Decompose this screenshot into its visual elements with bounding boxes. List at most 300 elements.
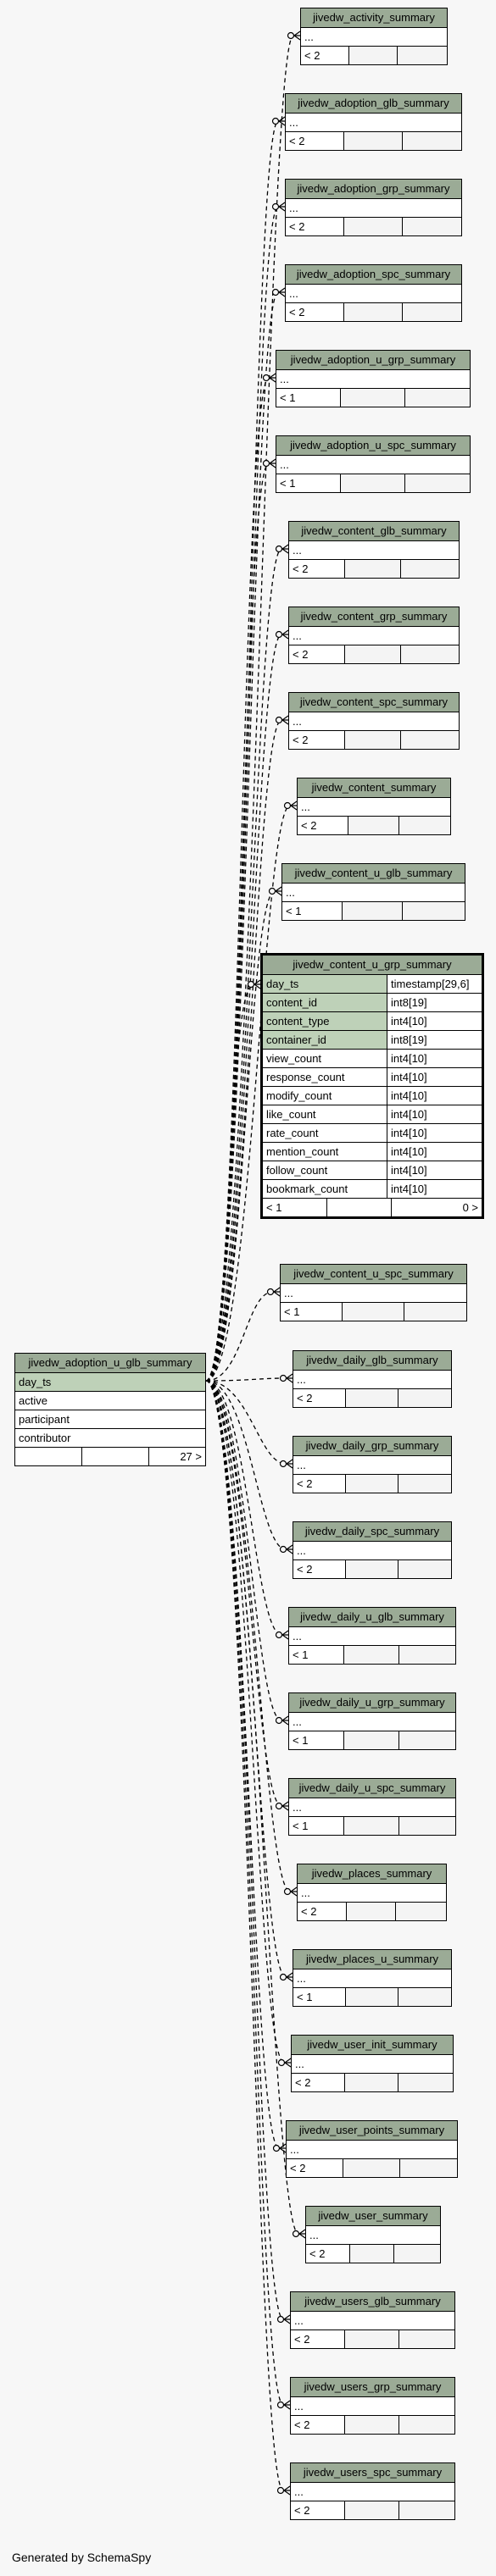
column-row <box>15 1392 205 1410</box>
column-type: int4[10] <box>387 1012 482 1030</box>
footer-cell <box>404 389 470 407</box>
table-header[interactable]: jivedw_users_spc_summary <box>291 2463 454 2483</box>
footer-cell <box>398 2416 454 2434</box>
zero-cardinality-marker <box>285 1889 291 1895</box>
column-row <box>263 1050 482 1068</box>
footer-cell <box>345 1475 398 1493</box>
table-header[interactable]: jivedw_places_u_summary <box>293 1950 451 1969</box>
footer-cell-parents[interactable]: < 2 <box>309 2247 326 2260</box>
column-row <box>289 712 459 731</box>
footer-cell <box>343 1817 398 1835</box>
elided-columns: ... <box>293 544 302 557</box>
elided-columns: ... <box>294 2314 304 2327</box>
footer-cell-parents[interactable]: < 2 <box>289 135 305 147</box>
elided-columns: ... <box>293 715 302 728</box>
column-row <box>276 370 470 389</box>
zero-cardinality-marker <box>279 2060 285 2066</box>
table-jivedw-places-u-summary[interactable] <box>293 1949 452 2007</box>
table-jivedw-content-u-spc-summary[interactable] <box>280 1264 467 1321</box>
table-jivedw-daily-u-spc-summary[interactable] <box>288 1778 456 1836</box>
zero-cardinality-marker <box>276 1718 282 1724</box>
column-row <box>287 2141 457 2159</box>
table-jivedw-places-summary[interactable] <box>297 1864 447 1921</box>
table-footer <box>286 303 461 321</box>
table-footer <box>292 2074 453 2091</box>
many-cardinality-marker <box>282 1716 288 1725</box>
many-cardinality-marker <box>282 716 288 724</box>
table-footer <box>293 1389 451 1407</box>
table-footer <box>289 731 459 749</box>
relationship-edge <box>206 1381 286 1977</box>
column-row <box>291 2397 454 2416</box>
table-jivedw-daily-u-glb-summary[interactable] <box>288 1607 456 1665</box>
footer-cell <box>400 731 459 749</box>
elided-columns: ... <box>297 1544 306 1557</box>
footer-cell-parents[interactable]: < 2 <box>290 2162 306 2174</box>
elided-columns: ... <box>284 1287 293 1299</box>
many-cardinality-marker <box>282 1802 288 1810</box>
column-row <box>263 1031 482 1050</box>
table-header[interactable]: jivedw_user_summary <box>306 2207 440 2226</box>
footer-cell <box>15 1448 81 1465</box>
column-name: mention_count <box>266 1145 339 1158</box>
footer-cell <box>343 1646 398 1664</box>
table-footer <box>293 1475 451 1493</box>
many-cardinality-marker <box>287 1545 293 1554</box>
table-footer <box>289 1731 455 1749</box>
elided-columns: ... <box>280 458 289 471</box>
zero-cardinality-marker <box>273 290 279 296</box>
footer-cell <box>343 132 402 150</box>
footer-cell <box>342 902 402 920</box>
generated-by-label: Generated by SchemaSpy <box>12 2551 152 2564</box>
footer-cell <box>400 645 459 663</box>
table-footer <box>301 47 447 64</box>
table-jivedw-user-points-summary[interactable] <box>286 2120 458 2178</box>
table-jivedw-users-grp-summary[interactable] <box>290 2377 455 2435</box>
table-footer <box>282 902 465 920</box>
zero-cardinality-marker <box>281 1376 287 1382</box>
table-footer <box>293 1560 451 1578</box>
table-header[interactable]: jivedw_adoption_u_grp_summary <box>276 351 470 370</box>
footer-cell <box>399 2159 457 2177</box>
table-header[interactable]: jivedw_content_u_grp_summary <box>263 956 482 975</box>
elided-columns: ... <box>289 287 298 300</box>
table-header[interactable]: jivedw_adoption_grp_summary <box>286 180 461 199</box>
table-jivedw-content-u-grp-summary[interactable] <box>260 953 484 1219</box>
column-name: response_count <box>266 1071 345 1083</box>
footer-cell <box>326 1199 391 1216</box>
zero-cardinality-marker <box>248 982 254 988</box>
column-name: container_id <box>263 1031 387 1049</box>
table-jivedw-adoption-grp-summary[interactable] <box>285 179 462 236</box>
table-jivedw-adoption-u-glb-summary[interactable] <box>14 1353 206 1466</box>
elided-columns: ... <box>293 629 302 642</box>
zero-cardinality-marker <box>276 717 282 723</box>
table-jivedw-daily-spc-summary[interactable] <box>293 1521 452 1579</box>
footer-cell <box>398 2330 454 2348</box>
footer-cell-parents[interactable]: < 1 <box>293 1734 309 1747</box>
table-footer <box>281 1303 466 1321</box>
column-row <box>289 1798 455 1817</box>
many-cardinality-marker <box>284 2315 290 2324</box>
elided-columns: ... <box>295 2058 304 2070</box>
column-row <box>263 1087 482 1105</box>
zero-cardinality-marker <box>274 2146 280 2152</box>
footer-cell <box>397 47 447 64</box>
table-header[interactable]: jivedw_adoption_spc_summary <box>286 265 461 285</box>
table-header[interactable]: jivedw_user_init_summary <box>292 2036 453 2055</box>
relationship-edge <box>206 984 254 1381</box>
footer-cell <box>398 2501 454 2519</box>
many-cardinality-marker <box>287 1973 293 1981</box>
many-cardinality-marker <box>284 2401 290 2409</box>
table-jivedw-content-summary[interactable] <box>297 778 451 835</box>
footer-cell <box>404 1303 466 1321</box>
column-row <box>263 975 482 994</box>
footer-cell <box>345 1389 398 1407</box>
column-type: int4[10] <box>387 1105 482 1123</box>
relationship-edge <box>206 463 269 1381</box>
footer-cell <box>404 474 470 492</box>
table-header[interactable]: jivedw_content_u_spc_summary <box>281 1265 466 1284</box>
zero-cardinality-marker <box>276 1632 282 1638</box>
elided-columns: ... <box>289 202 298 214</box>
table-header[interactable]: jivedw_content_summary <box>298 778 450 798</box>
relationship-edge <box>206 1381 281 1635</box>
footer-cell <box>398 1475 451 1493</box>
table-footer <box>291 2416 454 2434</box>
footer-cell-parents[interactable]: < 1 <box>280 391 296 404</box>
column-row <box>298 798 450 817</box>
elided-columns: ... <box>286 886 295 899</box>
footer-cell <box>402 303 461 321</box>
table-jivedw-users-spc-summary[interactable] <box>290 2462 455 2520</box>
table-header[interactable]: jivedw_daily_spc_summary <box>293 1522 451 1542</box>
footer-cell <box>398 817 450 834</box>
footer-cell <box>344 2416 398 2434</box>
column-row <box>286 114 461 132</box>
table-footer <box>289 1817 455 1835</box>
table-jivedw-adoption-u-spc-summary[interactable] <box>276 435 471 493</box>
footer-cell <box>398 2074 453 2091</box>
footer-cell-parents[interactable]: < 1 <box>297 1991 313 2003</box>
footer-cell-parents[interactable]: < 1 <box>266 1201 282 1214</box>
table-header[interactable]: jivedw_places_summary <box>298 1864 446 1884</box>
column-row <box>293 1371 451 1389</box>
footer-cell <box>348 47 397 64</box>
footer-cell-parents[interactable]: < 2 <box>297 1392 313 1404</box>
footer-cell <box>402 218 461 235</box>
column-row <box>276 456 470 474</box>
zero-cardinality-marker <box>278 2402 284 2408</box>
table-header[interactable]: jivedw_daily_u_grp_summary <box>289 1693 455 1713</box>
footer-cell <box>340 389 404 407</box>
column-name: day_ts <box>15 1373 205 1391</box>
table-header[interactable]: jivedw_daily_glb_summary <box>293 1351 451 1371</box>
column-row <box>15 1410 205 1429</box>
column-row <box>263 1124 482 1143</box>
column-row <box>282 884 465 902</box>
footer-cell <box>343 218 402 235</box>
column-type: int8[19] <box>387 994 482 1011</box>
zero-cardinality-marker <box>268 1289 274 1295</box>
footer-cell <box>340 474 404 492</box>
footer-cell <box>398 1560 451 1578</box>
zero-cardinality-marker <box>281 1461 287 1467</box>
column-type: int4[10] <box>387 1143 482 1161</box>
table-footer <box>286 132 461 150</box>
footer-cell <box>398 1646 455 1664</box>
footer-cell <box>343 2159 399 2177</box>
many-cardinality-marker <box>282 1631 288 1639</box>
table-footer <box>291 2330 454 2348</box>
many-cardinality-marker <box>270 374 276 382</box>
footer-cell <box>344 2074 398 2091</box>
column-type: int4[10] <box>387 1068 482 1086</box>
footer-cell-parents[interactable]: < 2 <box>294 2333 310 2346</box>
column-name: content_type <box>263 1012 387 1030</box>
column-row <box>293 1969 451 1988</box>
many-cardinality-marker <box>291 1887 297 1896</box>
table-header[interactable]: jivedw_content_grp_summary <box>289 607 459 627</box>
column-row <box>292 2055 453 2074</box>
column-row <box>263 1012 482 1031</box>
table-header[interactable]: jivedw_content_u_glb_summary <box>282 864 465 884</box>
column-row <box>306 2226 440 2245</box>
table-header[interactable]: jivedw_content_spc_summary <box>289 693 459 712</box>
footer-cell <box>395 1903 446 1920</box>
footer-cell <box>344 560 400 578</box>
table-footer <box>298 1903 446 1920</box>
table-header[interactable]: jivedw_content_glb_summary <box>289 522 459 541</box>
table-jivedw-activity-summary[interactable] <box>300 8 448 65</box>
table-header[interactable]: jivedw_activity_summary <box>301 8 447 28</box>
table-jivedw-users-glb-summary[interactable] <box>290 2291 455 2349</box>
table-jivedw-content-grp-summary[interactable] <box>288 607 460 664</box>
relationship-edge <box>206 378 269 1381</box>
table-jivedw-daily-grp-summary[interactable] <box>293 1436 452 1493</box>
elided-columns: ... <box>297 1972 306 1985</box>
footer-cell-parents[interactable]: < 1 <box>286 905 302 917</box>
many-cardinality-marker <box>270 459 276 468</box>
footer-cell-parents[interactable]: < 2 <box>293 648 309 661</box>
column-type: int4[10] <box>387 1124 482 1142</box>
footer-cell <box>402 132 461 150</box>
column-row <box>289 541 459 560</box>
footer-cell-parents[interactable]: < 2 <box>295 2076 311 2089</box>
column-name: view_count <box>266 1052 322 1065</box>
footer-cell-parents[interactable]: < 2 <box>294 2418 310 2431</box>
footer-cell-parents[interactable]: < 2 <box>289 220 305 233</box>
table-jivedw-adoption-u-grp-summary[interactable] <box>276 350 471 407</box>
elided-columns: ... <box>297 1459 306 1471</box>
table-footer <box>289 560 459 578</box>
footer-cell <box>344 645 400 663</box>
column-name: participant <box>19 1413 70 1426</box>
footer-cell-children[interactable]: 27 > <box>148 1448 205 1465</box>
column-type: int4[10] <box>387 1161 482 1179</box>
footer-cell-parents[interactable]: < 2 <box>293 562 309 575</box>
table-footer <box>286 218 461 235</box>
footer-cell-parents[interactable]: < 2 <box>293 734 309 746</box>
column-row <box>286 285 461 303</box>
column-row <box>289 1713 455 1731</box>
table-footer <box>306 2245 440 2263</box>
footer-cell-parents[interactable]: < 1 <box>293 1820 309 1832</box>
footer-cell <box>349 2245 393 2263</box>
column-name: active <box>19 1394 47 1407</box>
footer-cell <box>81 1448 148 1465</box>
column-row <box>293 1456 451 1475</box>
footer-cell <box>343 303 402 321</box>
table-header[interactable]: jivedw_adoption_u_glb_summary <box>15 1354 205 1373</box>
table-jivedw-content-spc-summary[interactable] <box>288 692 460 750</box>
table-jivedw-adoption-glb-summary[interactable] <box>285 93 462 151</box>
zero-cardinality-marker <box>276 546 282 552</box>
column-row <box>289 627 459 645</box>
footer-cell <box>348 817 398 834</box>
footer-cell <box>344 731 400 749</box>
many-cardinality-marker <box>287 1460 293 1468</box>
relationship-edge <box>206 1381 283 2490</box>
table-footer <box>15 1448 205 1465</box>
column-name: day_ts <box>263 975 387 993</box>
zero-cardinality-marker <box>273 119 279 125</box>
zero-cardinality-marker <box>278 2317 284 2323</box>
many-cardinality-marker <box>282 545 288 553</box>
zero-cardinality-marker <box>281 1547 287 1553</box>
footer-cell-parents[interactable]: < 2 <box>301 1905 317 1918</box>
footer-cell-parents[interactable]: < 2 <box>297 1477 313 1490</box>
table-jivedw-user-init-summary[interactable] <box>291 2035 454 2092</box>
zero-cardinality-marker <box>264 375 270 381</box>
zero-cardinality-marker <box>288 33 294 39</box>
many-cardinality-marker <box>276 887 281 895</box>
footer-cell <box>342 1303 404 1321</box>
elided-columns: ... <box>301 800 310 813</box>
column-name: like_count <box>266 1108 316 1121</box>
many-cardinality-marker <box>282 630 288 639</box>
relationship-edge <box>206 1378 286 1381</box>
elided-columns: ... <box>280 373 289 385</box>
table-footer <box>289 645 459 663</box>
footer-cell-children[interactable]: 0 > <box>391 1199 482 1216</box>
elided-columns: ... <box>293 1715 302 1728</box>
footer-cell <box>398 1817 455 1835</box>
elided-columns: ... <box>304 30 314 43</box>
zero-cardinality-marker <box>276 632 282 638</box>
footer-cell-parents[interactable]: < 2 <box>301 819 317 832</box>
column-row <box>263 1161 482 1180</box>
table-jivedw-daily-u-grp-summary[interactable] <box>288 1692 456 1750</box>
many-cardinality-marker <box>294 31 300 40</box>
table-jivedw-content-u-glb-summary[interactable] <box>281 863 465 921</box>
elided-columns: ... <box>301 1886 310 1899</box>
many-cardinality-marker <box>287 1374 293 1382</box>
table-header[interactable]: jivedw_users_grp_summary <box>291 2378 454 2397</box>
column-row <box>301 28 447 47</box>
column-name: modify_count <box>266 1089 332 1102</box>
column-row <box>15 1429 205 1448</box>
column-type: int4[10] <box>387 1050 482 1067</box>
table-header[interactable]: jivedw_daily_grp_summary <box>293 1437 451 1456</box>
zero-cardinality-marker <box>293 2231 299 2237</box>
column-row <box>291 2483 454 2501</box>
elided-columns: ... <box>309 2229 319 2241</box>
footer-cell-parents[interactable]: < 1 <box>280 477 296 490</box>
many-cardinality-marker <box>284 2486 290 2495</box>
column-row <box>293 1542 451 1560</box>
table-header[interactable]: jivedw_user_points_summary <box>287 2121 457 2141</box>
zero-cardinality-marker <box>264 461 270 467</box>
relationship-edge <box>206 1381 281 1720</box>
footer-cell <box>343 1731 398 1749</box>
footer-cell-parents[interactable]: < 2 <box>304 49 320 62</box>
footer-cell-parents[interactable]: < 2 <box>297 1563 313 1576</box>
table-footer <box>291 2501 454 2519</box>
relationship-edge <box>206 1381 283 2319</box>
elided-columns: ... <box>289 116 298 129</box>
zero-cardinality-marker <box>285 803 291 809</box>
column-type: int8[19] <box>387 1031 482 1049</box>
zero-cardinality-marker <box>276 1803 282 1809</box>
footer-cell <box>402 902 465 920</box>
footer-cell <box>345 1560 398 1578</box>
table-jivedw-daily-glb-summary[interactable] <box>293 1350 452 1408</box>
many-cardinality-marker <box>291 801 297 810</box>
table-footer <box>298 817 450 834</box>
many-cardinality-marker <box>279 288 285 296</box>
footer-cell <box>398 1988 451 2006</box>
table-jivedw-user-summary[interactable] <box>305 2206 441 2263</box>
column-row <box>298 1884 446 1903</box>
footer-cell <box>344 2330 398 2348</box>
column-row <box>289 1627 455 1646</box>
table-header[interactable]: jivedw_adoption_glb_summary <box>286 94 461 114</box>
table-jivedw-content-glb-summary[interactable] <box>288 521 460 579</box>
zero-cardinality-marker <box>270 889 276 895</box>
footer-cell-parents[interactable]: < 1 <box>284 1305 300 1318</box>
column-row <box>263 1105 482 1124</box>
elided-columns: ... <box>294 2485 304 2498</box>
footer-cell-parents[interactable]: < 2 <box>294 2504 310 2517</box>
column-row <box>263 1180 482 1199</box>
table-footer <box>276 389 470 407</box>
footer-cell-parents[interactable]: < 1 <box>293 1648 309 1661</box>
table-jivedw-adoption-spc-summary[interactable] <box>285 264 462 322</box>
column-type: timestamp[29,6] <box>387 975 482 993</box>
elided-columns: ... <box>290 2143 299 2156</box>
column-type: int4[10] <box>387 1087 482 1105</box>
table-header[interactable]: jivedw_adoption_u_spc_summary <box>276 436 470 456</box>
footer-cell <box>346 1903 395 1920</box>
table-footer <box>263 1199 482 1216</box>
table-header[interactable]: jivedw_daily_u_spc_summary <box>289 1779 455 1798</box>
column-name: content_id <box>263 994 387 1011</box>
footer-cell <box>344 2501 398 2519</box>
table-header[interactable]: jivedw_daily_u_glb_summary <box>289 1608 455 1627</box>
footer-cell-parents[interactable]: < 2 <box>289 306 305 319</box>
column-name: contributor <box>19 1432 71 1444</box>
column-row <box>286 199 461 218</box>
column-row <box>263 994 482 1012</box>
table-footer <box>276 474 470 492</box>
footer-cell <box>398 1731 455 1749</box>
table-header[interactable]: jivedw_users_glb_summary <box>291 2292 454 2312</box>
zero-cardinality-marker <box>281 1975 287 1980</box>
column-type: int4[10] <box>387 1180 482 1198</box>
